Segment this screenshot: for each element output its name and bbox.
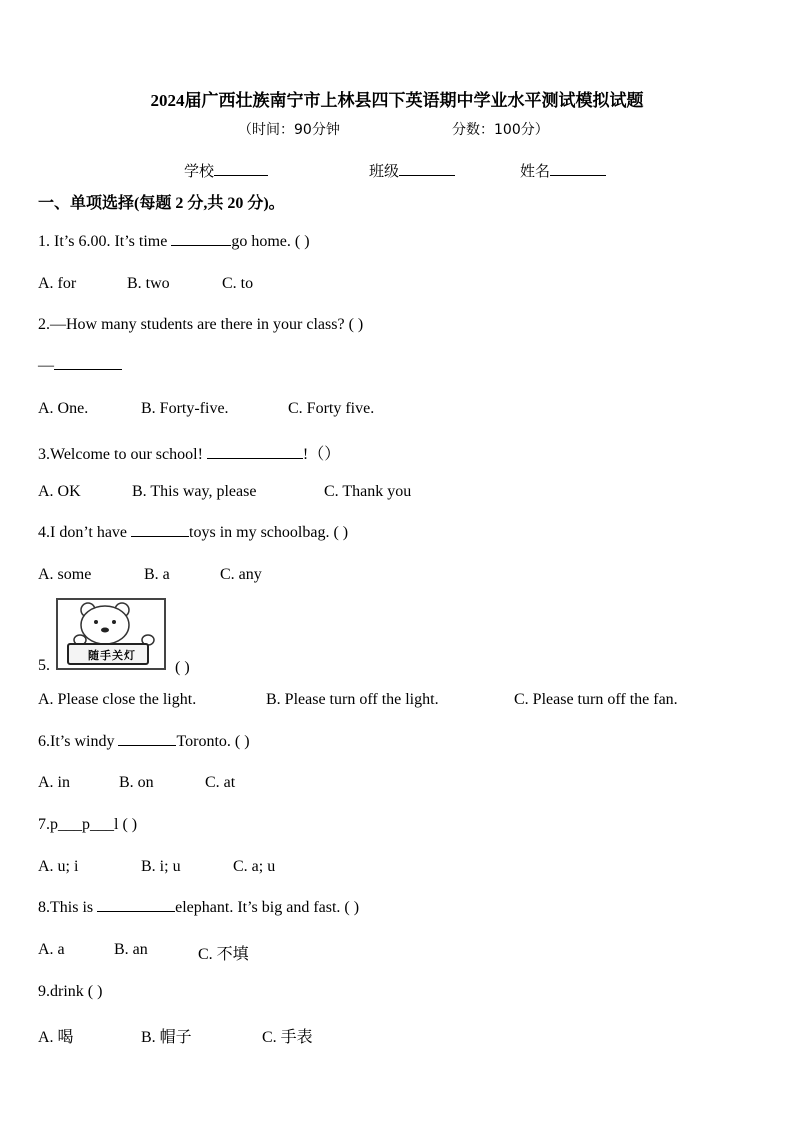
sign-text: 随手关灯 bbox=[88, 649, 136, 662]
question-6-stem: 6.It’s windy bbox=[38, 733, 119, 750]
question-8 bbox=[38, 899, 359, 917]
question-1-stem-end: go home. ( ) bbox=[231, 233, 310, 250]
question-1 bbox=[38, 233, 310, 251]
option-c[interactable]: C. 手表 bbox=[262, 1029, 313, 1046]
question-6 bbox=[38, 733, 250, 751]
class-label: 班级 bbox=[369, 162, 400, 180]
option-b[interactable]: B. an bbox=[114, 941, 148, 958]
class-blank[interactable] bbox=[399, 175, 455, 176]
option-a[interactable]: A. OK bbox=[38, 483, 81, 500]
option-a[interactable]: A. in bbox=[38, 774, 70, 791]
option-a[interactable]: A. a bbox=[38, 941, 65, 958]
question-9-stem: 9.drink ( ) bbox=[38, 983, 103, 1000]
answer-blank[interactable] bbox=[54, 369, 122, 370]
question-4 bbox=[38, 524, 348, 542]
section-heading: 一、单项选择(每题 2 分,共 20 分)。 bbox=[38, 195, 285, 212]
option-c[interactable]: C. a; u bbox=[233, 858, 276, 875]
question-3 bbox=[38, 441, 340, 464]
answer-blank[interactable] bbox=[118, 745, 176, 746]
question-4-stem-end: toys in my schoolbag. ( ) bbox=[189, 524, 349, 541]
question-8-stem-end: elephant. It’s big and fast. ( ) bbox=[175, 899, 360, 916]
question-8-stem: 8.This is bbox=[38, 899, 98, 916]
option-b[interactable]: B. 帽子 bbox=[141, 1029, 192, 1046]
question-5-number: 5. bbox=[38, 657, 50, 674]
option-c[interactable]: C. to bbox=[222, 275, 254, 292]
option-b[interactable]: B. Please turn off the light. bbox=[266, 691, 439, 708]
question-3-stem-end: !（） bbox=[302, 446, 341, 463]
option-c[interactable]: C. Please turn off the fan. bbox=[514, 691, 678, 708]
class-field bbox=[369, 160, 455, 181]
option-c[interactable]: C. Thank you bbox=[324, 483, 412, 500]
option-b[interactable]: B. Forty-five. bbox=[141, 400, 229, 417]
option-a[interactable]: A. for bbox=[38, 275, 77, 292]
question-5-paren: ( ) bbox=[175, 659, 190, 676]
answer-blank[interactable] bbox=[207, 458, 303, 459]
option-b[interactable]: B. This way, please bbox=[132, 483, 257, 500]
option-a[interactable]: A. u; i bbox=[38, 858, 79, 875]
option-a[interactable]: A. some bbox=[38, 566, 92, 583]
option-a[interactable]: A. One. bbox=[38, 400, 89, 417]
option-b[interactable]: B. on bbox=[119, 774, 154, 791]
exam-score: 分数：100分） bbox=[452, 122, 549, 138]
school-field bbox=[184, 160, 268, 181]
option-c[interactable]: C. Forty five. bbox=[288, 400, 375, 417]
name-label: 姓名 bbox=[520, 162, 551, 180]
answer-dash: — bbox=[38, 357, 54, 374]
option-b[interactable]: B. two bbox=[127, 275, 170, 292]
exam-title: 2024届广西壮族南宁市上林县四下英语期中学业水平测试模拟试题 bbox=[150, 91, 644, 110]
option-b[interactable]: B. i; u bbox=[141, 858, 181, 875]
school-blank[interactable] bbox=[214, 175, 268, 176]
option-c[interactable]: C. at bbox=[205, 774, 236, 791]
option-c[interactable]: C. any bbox=[220, 566, 262, 583]
question-1-stem: 1. It’s 6.00. It’s time bbox=[38, 233, 172, 250]
name-field bbox=[520, 160, 606, 181]
question-2-stem: 2.—How many students are there in your class? ( ) bbox=[38, 316, 364, 333]
exam-time: （时间：90分钟 bbox=[238, 122, 340, 138]
answer-blank[interactable] bbox=[171, 245, 231, 246]
option-a[interactable]: A. 喝 bbox=[38, 1029, 74, 1046]
name-blank[interactable] bbox=[550, 175, 606, 176]
option-b[interactable]: B. a bbox=[144, 566, 170, 583]
turn-off-light-sign-image bbox=[56, 598, 166, 670]
answer-blank[interactable] bbox=[131, 536, 189, 537]
question-2-answer bbox=[38, 357, 122, 375]
answer-blank[interactable] bbox=[97, 911, 175, 912]
question-6-stem-end: Toronto. ( ) bbox=[176, 733, 250, 750]
school-label: 学校 bbox=[184, 162, 215, 180]
option-a[interactable]: A. Please close the light. bbox=[38, 691, 197, 708]
question-4-stem: 4.I don’t have bbox=[38, 524, 132, 541]
option-c[interactable]: C. 不填 bbox=[198, 946, 249, 963]
question-7-stem: 7.p___p___l ( ) bbox=[38, 816, 138, 833]
question-3-stem: 3.Welcome to our school! bbox=[38, 446, 207, 463]
